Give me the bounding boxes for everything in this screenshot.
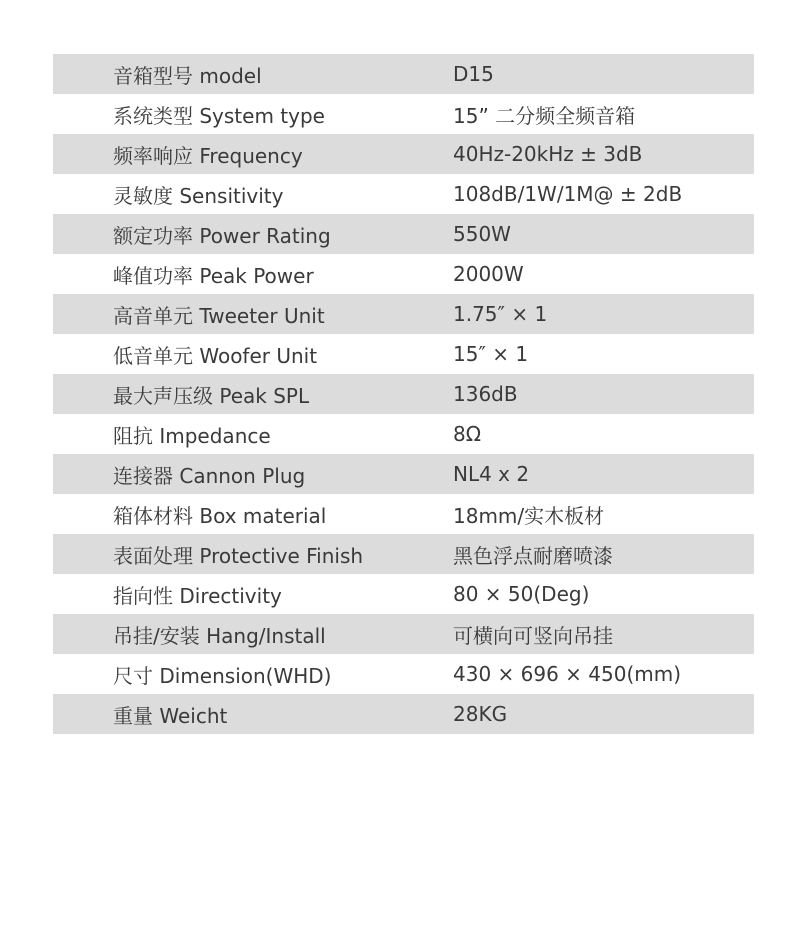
spec-value: 1.75″ × 1 xyxy=(453,302,548,326)
spec-row-directivity xyxy=(53,574,754,614)
spec-row-impedance xyxy=(53,414,754,454)
spec-label: 灵敏度 Sensitivity xyxy=(113,183,284,208)
spec-row-dimension xyxy=(53,654,754,694)
spec-value: 80 × 50(Deg) xyxy=(453,582,590,606)
spec-row-weight xyxy=(53,694,754,734)
spec-value: 黑色浮点耐磨喷漆 xyxy=(453,543,613,568)
spec-value: 15” 二分频全频音箱 xyxy=(453,103,636,128)
spec-label: 音箱型号 model xyxy=(113,63,262,88)
spec-label: 峰值功率 Peak Power xyxy=(113,263,314,288)
spec-value: 2000W xyxy=(453,262,524,286)
spec-value: 15″ × 1 xyxy=(453,342,529,366)
spec-label: 指向性 Directivity xyxy=(113,583,282,608)
spec-label: 频率响应 Frequency xyxy=(113,143,303,168)
spec-label: 最大声压级 Peak SPL xyxy=(113,383,310,408)
spec-value: 108dB/1W/1M@ ± 2dB xyxy=(453,182,683,206)
spec-label: 高音单元 Tweeter Unit xyxy=(113,303,325,328)
spec-row-connector xyxy=(53,454,754,494)
spec-value: 可横向可竖向吊挂 xyxy=(453,623,613,648)
spec-value: NL4 x 2 xyxy=(453,462,530,486)
spec-label: 重量 Weicht xyxy=(113,703,228,728)
spec-label: 箱体材料 Box material xyxy=(113,503,327,528)
spec-row-finish xyxy=(53,534,754,574)
spec-table xyxy=(53,54,754,734)
spec-row-power-rating xyxy=(53,214,754,254)
spec-label: 额定功率 Power Rating xyxy=(113,223,331,248)
spec-row-tweeter-unit xyxy=(53,294,754,334)
spec-row-peak-spl xyxy=(53,374,754,414)
spec-value: 28KG xyxy=(453,702,508,726)
spec-row-woofer-unit xyxy=(53,334,754,374)
spec-row-system-type xyxy=(53,94,754,134)
spec-row-sensitivity xyxy=(53,174,754,214)
spec-row-peak-power xyxy=(53,254,754,294)
spec-row-model xyxy=(53,54,754,94)
spec-value: 136dB xyxy=(453,382,518,406)
spec-label: 连接器 Cannon Plug xyxy=(113,463,306,488)
spec-label: 低音单元 Woofer Unit xyxy=(113,343,318,368)
spec-value: D15 xyxy=(453,62,494,86)
spec-value: 550W xyxy=(453,222,511,246)
spec-label: 表面处理 Protective Finish xyxy=(113,543,364,568)
spec-label: 吊挂/安装 Hang/Install xyxy=(113,623,326,648)
spec-value: 8Ω xyxy=(453,422,482,446)
spec-row-frequency xyxy=(53,134,754,174)
spec-row-hang-install xyxy=(53,614,754,654)
spec-label: 阻抗 Impedance xyxy=(113,423,271,448)
spec-label: 系统类型 System type xyxy=(113,103,325,128)
spec-label: 尺寸 Dimension(WHD) xyxy=(113,663,332,688)
spec-value: 430 × 696 × 450(mm) xyxy=(453,662,682,686)
spec-value: 18mm/实木板材 xyxy=(453,503,605,528)
spec-value: 40Hz-20kHz ± 3dB xyxy=(453,142,643,166)
spec-row-box-material xyxy=(53,494,754,534)
